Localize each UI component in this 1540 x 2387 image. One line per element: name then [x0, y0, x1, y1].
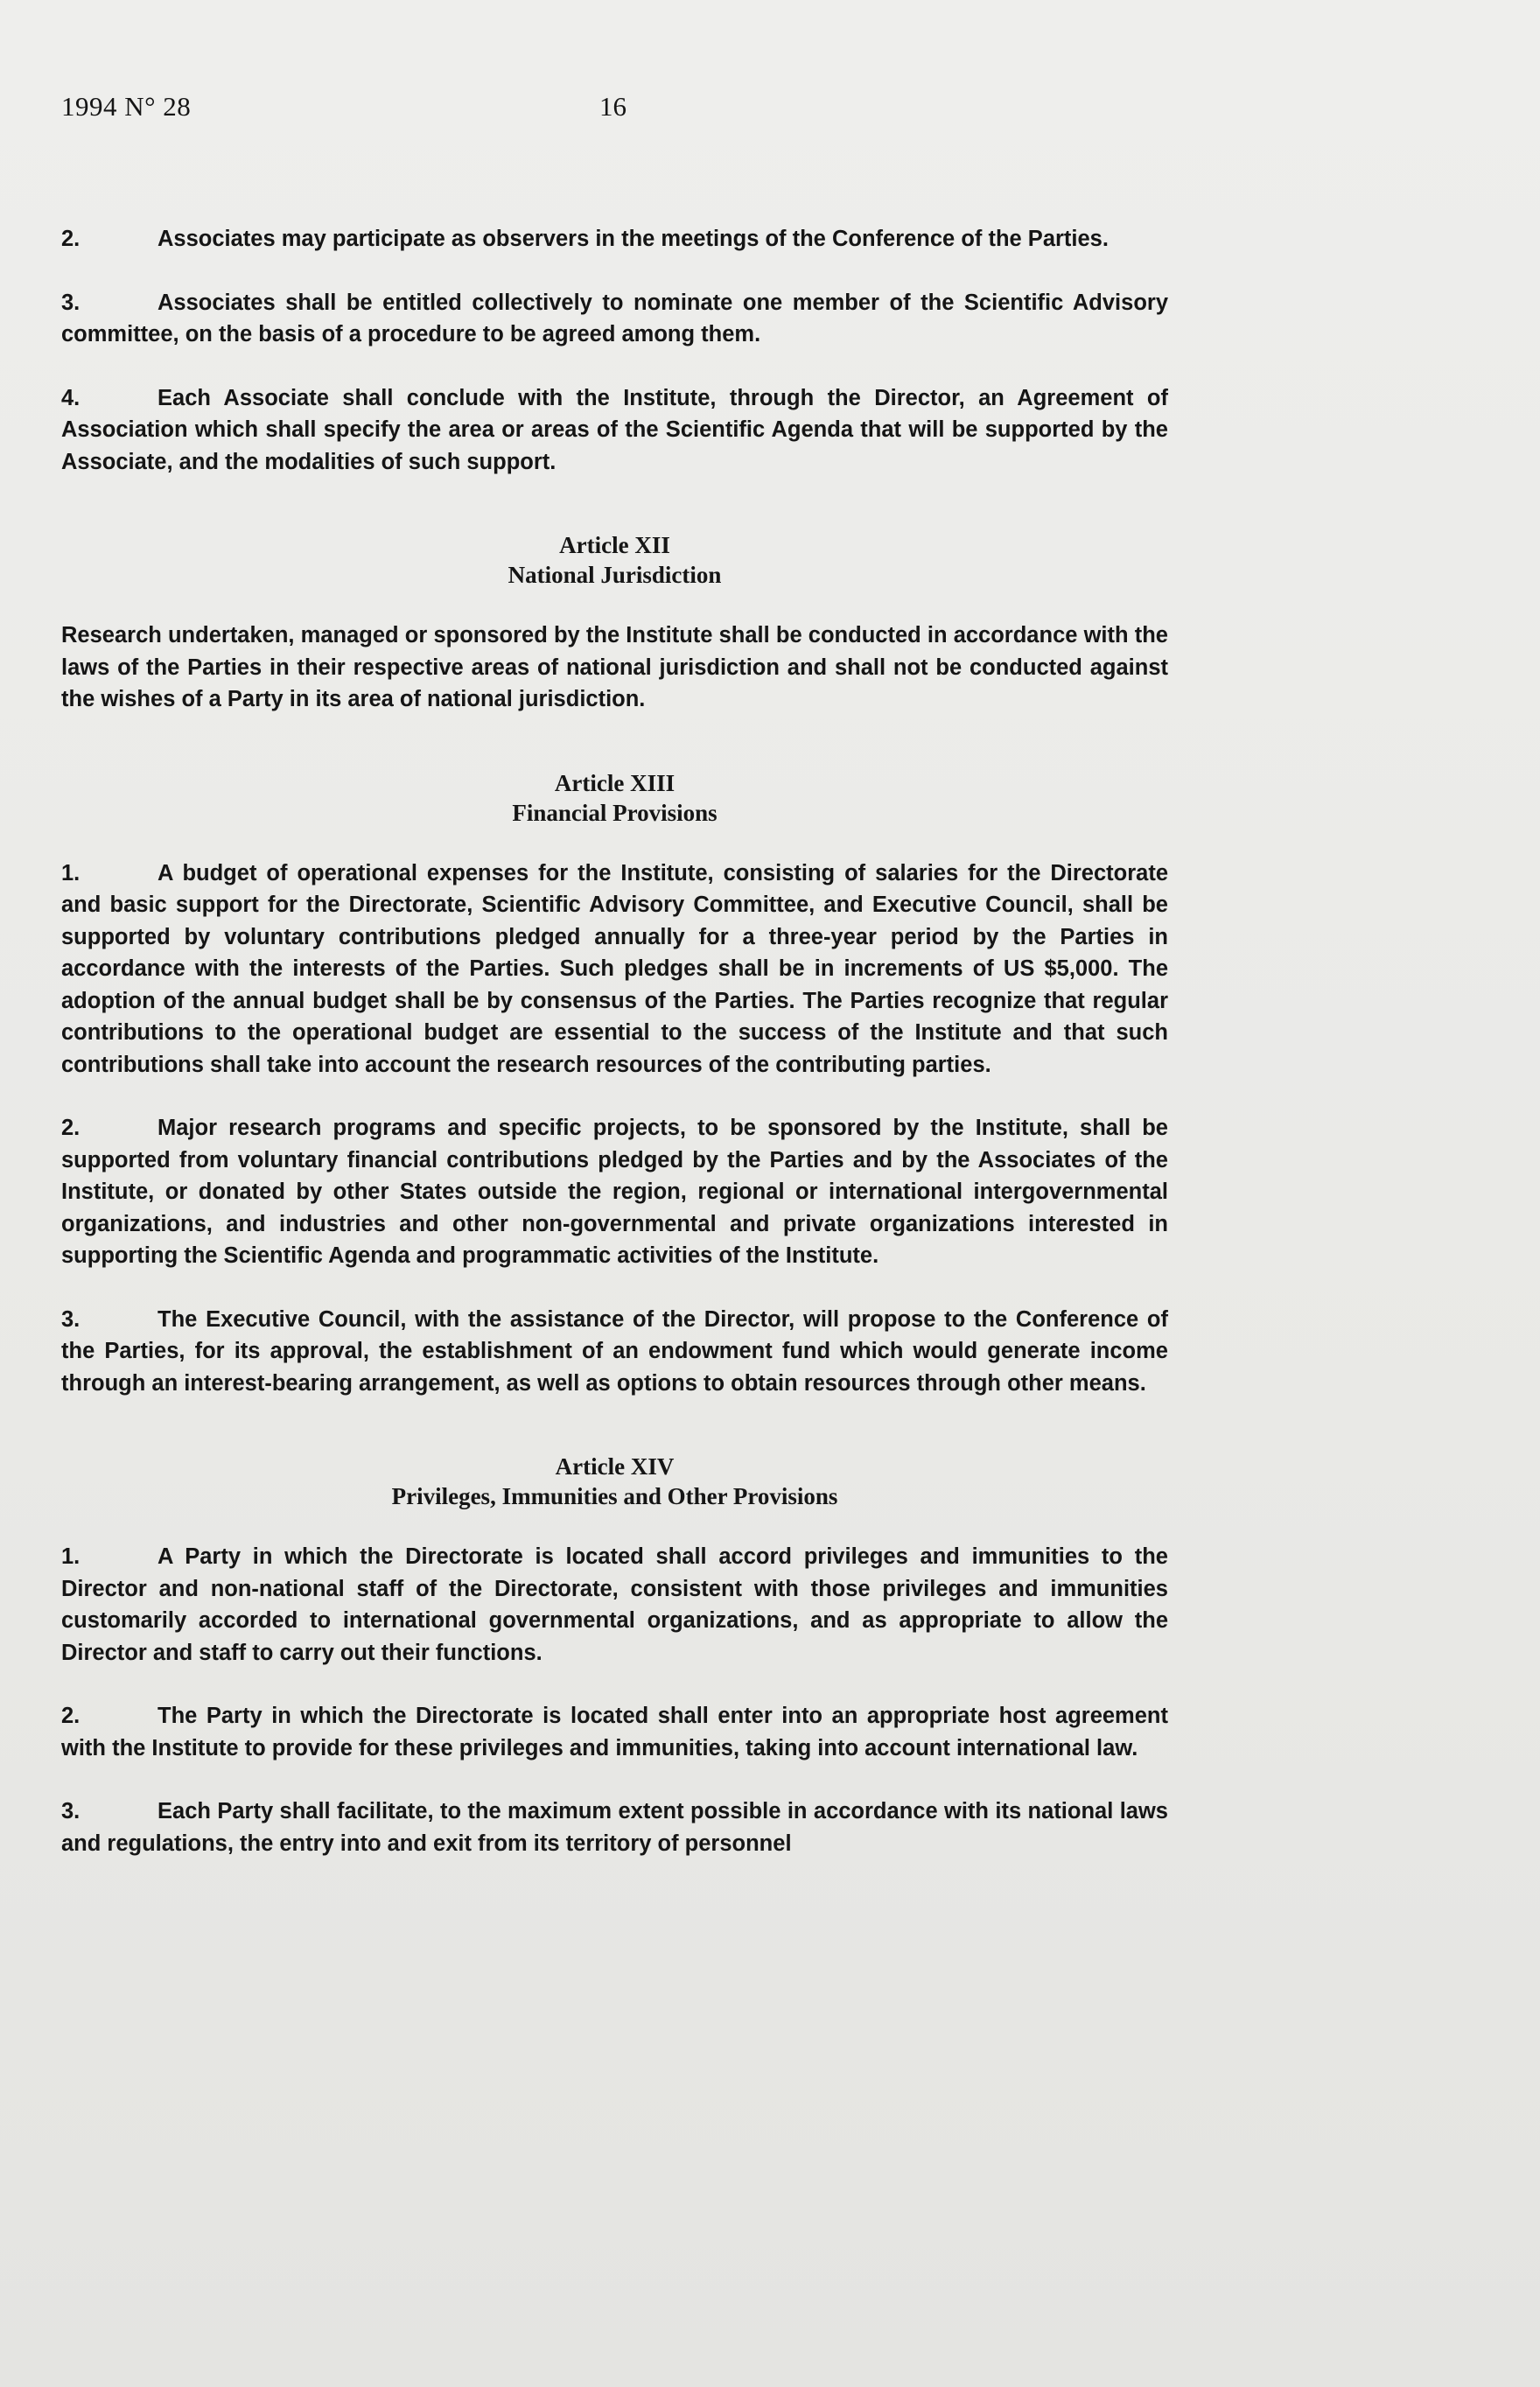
paragraph — [61, 858, 1168, 1082]
paragraph-number: 3. — [61, 1306, 80, 1332]
document-reference: 1994 N° 28 — [61, 91, 192, 122]
paragraph-number: 2. — [61, 227, 80, 251]
section-article-xiii — [61, 768, 1168, 1400]
paragraph — [61, 223, 1168, 256]
paragraph — [61, 620, 1168, 716]
paragraph — [61, 1112, 1168, 1272]
article-heading — [61, 530, 1168, 590]
paragraph-text: Each Associate shall conclude with the Institute, through the Director, an Agreement of Association which shall specify the area or areas of the Scientific Agenda that will be supported by the Associate, and the modalities of such support. — [61, 385, 1168, 474]
article-heading — [61, 1452, 1168, 1511]
paragraph-number: 2. — [61, 1704, 80, 1728]
paragraph-text: The Executive Council, with the assistance of the Director, will propose to the Conference of the Parties, for its approval, the establishment of an endowment fund which would generate income through an interest-bearing arrangement, as well as options to obtain resources through other means. — [61, 1306, 1168, 1396]
article-number: Article XIII — [554, 769, 676, 796]
paragraph-text: Research undertaken, managed or sponsored by the Institute shall be conducted in accordance with the laws of the Parties in their respective areas of national jurisdiction and shall not be conducted against the wishes of a Party in its area of national jurisdiction. — [61, 623, 1168, 711]
paragraph-number: 4. — [61, 385, 80, 410]
paragraph-number: 1. — [61, 1544, 80, 1569]
paragraph — [61, 382, 1168, 479]
paragraph-text: The Party in which the Directorate is located shall enter into an appropriate host agreement with the Institute to provide for these privileges and immunities, taking into account international law. — [61, 1704, 1168, 1760]
article-title: Financial Provisions — [512, 799, 718, 826]
paragraph-number: 2. — [61, 1116, 80, 1140]
paragraph-text: A Party in which the Directorate is located shall accord privileges and immunities to the Director and non-national staff of the Directorate, consistent with those privileges and immunities customarily accorded to international governmental organizations, and as appropriate to allow the Director and staff to carry out their functions. — [61, 1544, 1168, 1665]
paragraph-text: Associates shall be entitled collectively to nominate one member of the Scientific Advisory committee, on the basis of a procedure to be agreed among them. — [61, 290, 1168, 346]
paragraph-text: Associates may participate as observers in the meetings of the Conference of the Parties. — [158, 227, 1109, 251]
article-title: National Jurisdiction — [508, 562, 722, 588]
paragraph — [61, 287, 1168, 351]
paragraph-number: 1. — [61, 860, 80, 886]
paragraph — [61, 1541, 1168, 1669]
article-title: Privileges, Immunities and Other Provisions — [391, 1483, 838, 1509]
paragraph — [61, 1796, 1168, 1859]
document-body — [61, 223, 1168, 1891]
paragraph — [61, 1700, 1168, 1764]
paragraph-text: A budget of operational expenses for the Institute, consisting of salaries for the Directorate and basic support for the Directorate, Scientific Advisory Committee, and Executive Council, shall be supported by voluntary contributions pledged annually for a three-year period by the Parties in accordance with the interests of the Parties. Such pledges shall be in increments of US $5,000. The adoption of the annual budget shall be by consensus of the Parties. The Parties recognize that regular contributions to the operational budget are essential to the success of the Institute and that such contributions shall take into account the research resources of the contributing parties. — [61, 860, 1168, 1077]
article-number: Article XIV — [555, 1453, 675, 1480]
paragraph-number: 3. — [61, 290, 80, 315]
paragraph-number: 3. — [61, 1799, 80, 1824]
paragraph-text: Each Party shall facilitate, to the maximum extent possible in accordance with its national laws and regulations, the entry into and exit from its territory of personnel — [61, 1799, 1168, 1856]
article-number: Article XII — [559, 532, 670, 558]
section-article-xiv — [61, 1452, 1168, 1859]
paragraph — [61, 1304, 1168, 1400]
article-heading — [61, 768, 1168, 828]
paragraph-text: Major research programs and specific projects, to be sponsored by the Institute, shall be supported from voluntary financial contributions pledged by the Parties and by the Associates of the Institute, or donated by other States outside the region, regional or international intergovernmental organizations, and industries and other non-governmental and private organizations interested in supporting the Scientific Agenda and programmatic activities of the Institute. — [61, 1116, 1168, 1268]
section-article-xii — [61, 530, 1168, 716]
section-associates — [61, 223, 1168, 478]
page-number: 16 — [599, 91, 626, 122]
